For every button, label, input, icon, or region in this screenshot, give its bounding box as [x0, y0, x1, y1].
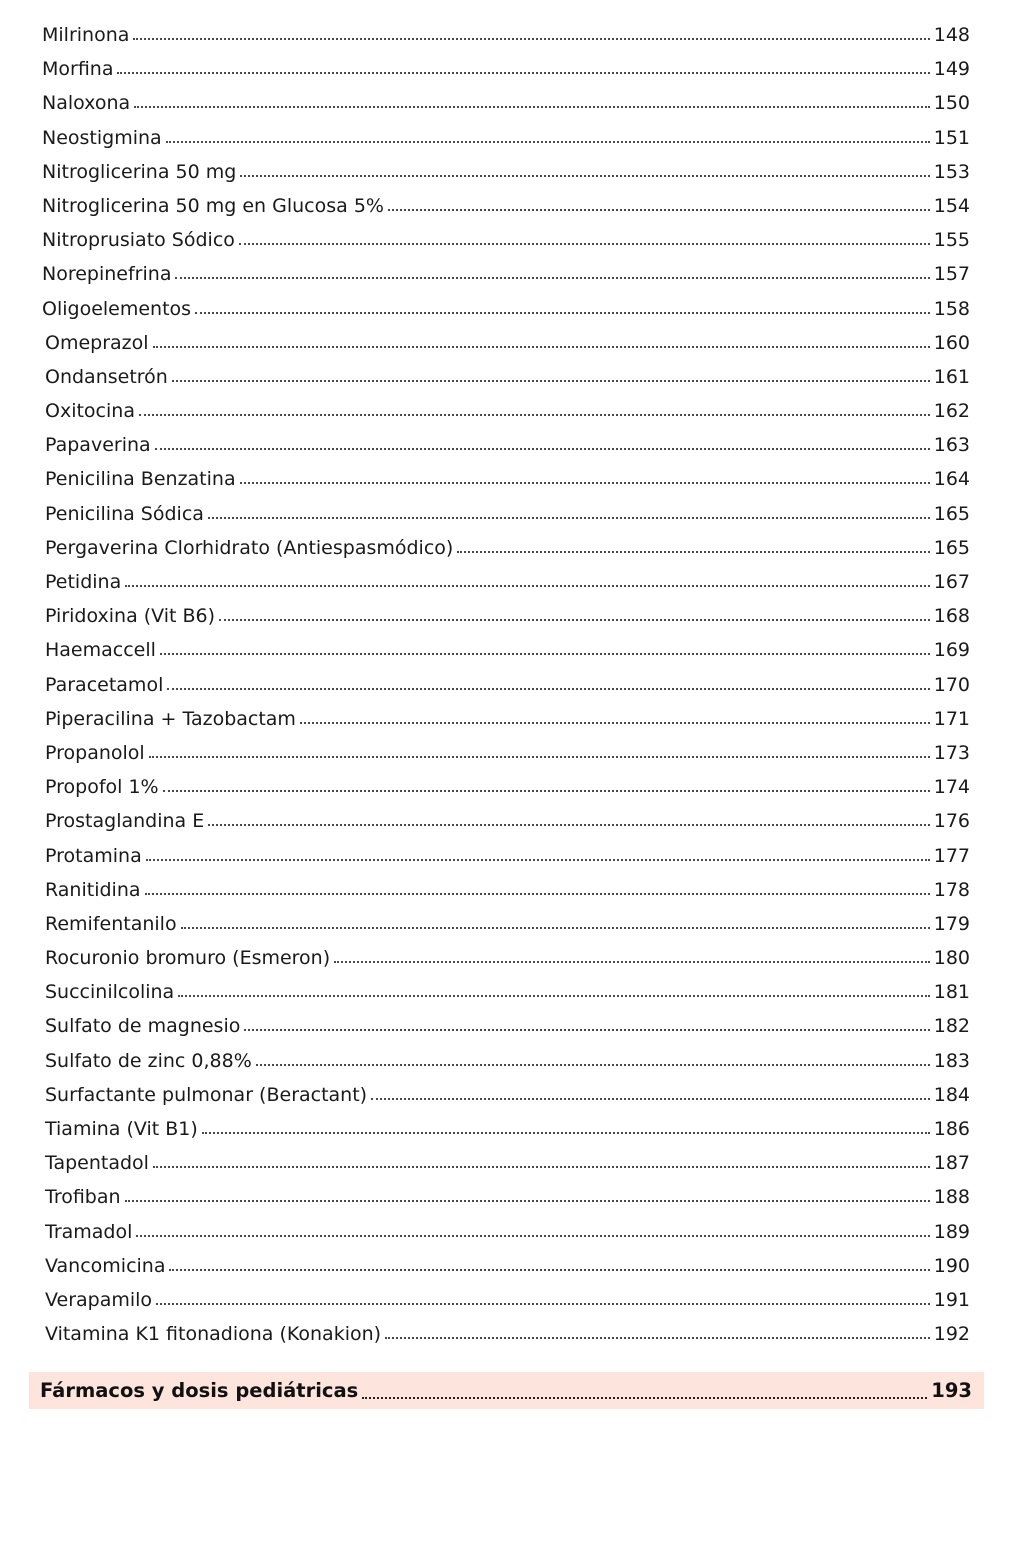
dot-leader	[457, 551, 929, 553]
dot-leader	[163, 790, 930, 792]
toc-entry-label: Propanolol	[45, 741, 145, 764]
toc-entry[interactable]	[0, 127, 1013, 161]
toc-entry-page: 182	[933, 1015, 970, 1038]
toc-entry[interactable]	[0, 332, 1013, 366]
toc-section-heading[interactable]	[29, 1372, 984, 1409]
dot-leader	[160, 653, 930, 655]
dot-leader	[153, 346, 930, 348]
toc-entry-page: 181	[933, 981, 970, 1004]
toc-entry-label: Oxitocina	[45, 400, 135, 423]
toc-entry-label: Ondansetrón	[45, 365, 168, 388]
toc-entry-label: Norepinefrina	[42, 263, 172, 286]
toc-entry-page: 167	[933, 571, 970, 593]
toc-entry-label: Sulfato de magnesio	[45, 1015, 241, 1038]
dot-leader	[146, 859, 930, 861]
toc-entry-page: 161	[933, 365, 970, 388]
toc-entry-label: Sulfato de zinc 0,88%	[45, 1049, 252, 1072]
dot-leader	[195, 312, 930, 314]
toc-entry-page: 163	[933, 434, 970, 457]
toc-entry-label: Piperacilina + Tazobactam	[45, 707, 296, 730]
dot-leader	[208, 824, 930, 826]
toc-entry-page: 186	[933, 1118, 970, 1140]
toc-entry-page: 189	[933, 1220, 970, 1243]
toc-entry-label: Penicilina Benzatina	[45, 468, 236, 491]
dot-leader	[125, 1200, 930, 1202]
toc-entry-label: Protamina	[45, 844, 142, 867]
toc-entry-label: Paracetamol	[45, 673, 164, 696]
toc-entry-page: 171	[933, 707, 970, 730]
toc-entry[interactable]	[0, 58, 1013, 92]
toc-entry[interactable]	[0, 1050, 1013, 1084]
toc-entry[interactable]	[0, 1289, 1013, 1323]
toc-entry[interactable]	[0, 161, 1013, 195]
toc-entry[interactable]	[0, 1015, 1013, 1049]
dot-leader	[362, 1397, 927, 1399]
toc-entry-label: Papaverina	[45, 434, 151, 457]
dot-leader	[239, 243, 930, 245]
toc-entry[interactable]	[0, 366, 1013, 400]
toc-entry-page: 190	[933, 1254, 970, 1277]
dot-leader	[145, 893, 930, 895]
dot-leader	[155, 448, 930, 450]
toc-entry-page: 174	[933, 776, 970, 799]
toc-entry-label: Propofol 1%	[45, 776, 159, 799]
dot-leader	[166, 141, 930, 143]
dot-leader	[385, 1337, 930, 1339]
toc-entry[interactable]	[0, 400, 1013, 434]
toc-entry[interactable]	[0, 879, 1013, 913]
dot-leader	[153, 1166, 930, 1168]
toc-entry-label: Vancomicina	[45, 1254, 166, 1277]
toc-entry-label: Remifentanilo	[45, 912, 177, 935]
toc-entry-page: 158	[933, 297, 970, 320]
toc-entry-page: 187	[933, 1152, 970, 1175]
toc-entry[interactable]	[0, 92, 1013, 126]
toc-entry[interactable]	[0, 537, 1013, 571]
dot-leader	[300, 722, 930, 724]
toc-entry-page: 150	[933, 92, 970, 115]
dot-leader	[334, 961, 930, 963]
toc-entry-label: Prostaglandina E	[45, 810, 205, 833]
toc-entry-label: Haemaccell	[45, 639, 156, 662]
toc-entry[interactable]	[0, 913, 1013, 947]
dot-leader	[256, 1064, 930, 1066]
toc-entry[interactable]	[0, 263, 1013, 297]
toc-entry-page: 191	[933, 1288, 970, 1311]
section-heading-page: 193	[931, 1379, 972, 1402]
toc-entry-page: 173	[933, 741, 970, 764]
toc-entry-label: Omeprazol	[45, 331, 149, 354]
toc-entry-page: 180	[933, 947, 970, 970]
dot-leader	[244, 1029, 929, 1031]
toc-entry[interactable]	[0, 1152, 1013, 1186]
dot-leader	[181, 927, 930, 929]
toc-entry[interactable]	[0, 1084, 1013, 1118]
dot-leader	[240, 482, 930, 484]
toc-entry-label: Ranitidina	[45, 878, 141, 901]
toc-entry[interactable]	[0, 298, 1013, 332]
toc-entry[interactable]	[0, 674, 1013, 708]
dot-leader	[388, 209, 930, 211]
toc-entry[interactable]	[0, 195, 1013, 229]
dot-leader	[175, 277, 929, 279]
toc-entry-page: 192	[933, 1323, 970, 1346]
toc-entry-label: Petidina	[45, 571, 122, 593]
dot-leader	[202, 1132, 930, 1134]
toc-entry[interactable]	[0, 708, 1013, 742]
toc-entry-label: Trofiban	[45, 1186, 121, 1209]
toc-entry[interactable]	[0, 776, 1013, 810]
dot-leader	[139, 414, 930, 416]
toc-entry-page: 170	[933, 673, 970, 696]
toc-entry[interactable]	[0, 1255, 1013, 1289]
dot-leader	[169, 1269, 929, 1271]
dot-leader	[125, 585, 930, 587]
toc-entry[interactable]	[0, 1221, 1013, 1255]
toc-entry-page: 178	[933, 878, 970, 901]
toc-entry[interactable]	[0, 845, 1013, 879]
dot-leader	[240, 175, 929, 177]
toc-entry[interactable]	[0, 981, 1013, 1015]
toc-entry[interactable]	[0, 24, 1013, 58]
toc-entry-label: Succinilcolina	[45, 981, 175, 1004]
toc-entry-label: Naloxona	[42, 92, 131, 115]
toc-entry-page: 151	[933, 126, 970, 149]
dot-leader	[172, 380, 930, 382]
toc-entry-label: Neostigmina	[42, 126, 162, 149]
toc-entry[interactable]	[0, 468, 1013, 502]
toc-entry[interactable]	[0, 1118, 1013, 1152]
toc-entry-label: Pergaverina Clorhidrato (Antiespasmódico)	[45, 536, 454, 559]
toc-entry-label: Nitroglicerina 50 mg en Glucosa 5%	[42, 194, 384, 217]
toc-entry-page: 176	[933, 810, 970, 833]
toc-entry-label: Verapamilo	[45, 1288, 153, 1311]
toc-entry-label: Nitroglicerina 50 mg	[42, 160, 237, 183]
toc-entry[interactable]	[0, 742, 1013, 776]
toc-entry-label: Tramadol	[45, 1220, 133, 1243]
section-heading-label: Fármacos y dosis pediátricas	[40, 1379, 359, 1402]
toc-entry[interactable]	[0, 503, 1013, 537]
toc-entry-page: 168	[933, 605, 970, 628]
toc-entry-label: Rocuronio bromuro (Esmeron)	[45, 947, 331, 970]
toc-entry-label: Penicilina Sódica	[45, 502, 204, 525]
toc-entry-label: Vitamina K1 fitonadiona (Konakion)	[45, 1323, 382, 1346]
dot-leader	[371, 1098, 930, 1100]
dot-leader	[167, 688, 929, 690]
toc-entry-page: 169	[933, 639, 970, 662]
dot-leader	[149, 756, 930, 758]
toc-entry-label: Oligoelementos	[42, 297, 192, 320]
toc-entry-page: 177	[933, 844, 970, 867]
dot-leader	[178, 995, 930, 997]
toc-entry-page: 179	[933, 912, 970, 935]
toc-entry-page: 165	[933, 502, 970, 525]
toc-entry-label: Milrinona	[42, 24, 130, 46]
toc-entry-page: 153	[933, 160, 970, 183]
toc-entry[interactable]	[0, 639, 1013, 673]
dot-leader	[208, 517, 930, 519]
toc-entry-label: Piridoxina (Vit B6)	[45, 605, 216, 628]
toc-entry-page: 183	[933, 1049, 970, 1072]
toc-entry[interactable]	[0, 1323, 1013, 1357]
toc-entry-page: 160	[933, 331, 970, 354]
toc-entry-page: 162	[933, 400, 970, 423]
toc-entry[interactable]	[0, 947, 1013, 981]
toc-entry-label: Nitroprusiato Sódico	[42, 229, 235, 252]
toc-entry[interactable]	[0, 810, 1013, 844]
toc-entry-label: Tapentadol	[45, 1152, 149, 1175]
toc-entry-label: Morfina	[42, 58, 114, 81]
dot-leader	[133, 38, 929, 40]
dot-leader	[117, 72, 929, 74]
toc-entry[interactable]	[0, 229, 1013, 263]
toc-entry[interactable]	[0, 571, 1013, 605]
dot-leader	[219, 619, 930, 621]
dot-leader	[136, 1235, 929, 1237]
dot-leader	[156, 1303, 930, 1305]
toc-entry-page: 154	[933, 194, 970, 217]
toc-entry-page: 165	[933, 536, 970, 559]
toc-entry-label: Tiamina (Vit B1)	[45, 1118, 198, 1140]
toc-entry-page: 148	[933, 24, 970, 46]
toc-entry[interactable]	[0, 1186, 1013, 1220]
toc-entry[interactable]	[0, 605, 1013, 639]
toc-entry-page: 164	[933, 468, 970, 491]
toc-entry[interactable]	[0, 434, 1013, 468]
dot-leader	[134, 106, 930, 108]
toc-entry-label: Surfactante pulmonar (Beractant)	[45, 1083, 368, 1106]
toc-entry-page: 155	[933, 229, 970, 252]
toc-entry-page: 184	[933, 1083, 970, 1106]
toc-entry-page: 188	[933, 1186, 970, 1209]
toc-entry-page: 157	[933, 263, 970, 286]
table-of-contents	[0, 24, 1013, 1357]
toc-entry-page: 149	[933, 58, 970, 81]
